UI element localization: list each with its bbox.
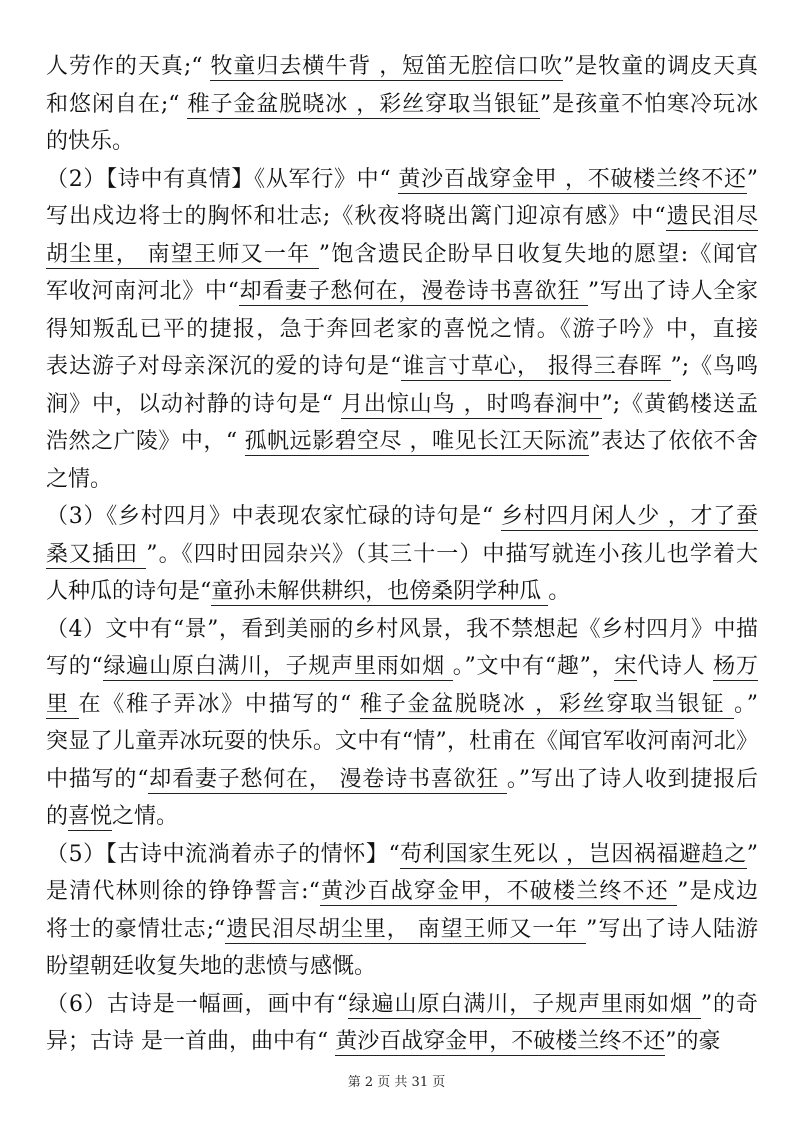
underlined-answer: 绿遍山原白满川，子规声里雨如烟 bbox=[102, 654, 453, 679]
underlined-answer: 绿遍山原白满川，子规声里雨如烟 bbox=[347, 991, 701, 1017]
text-line bbox=[46, 348, 758, 386]
text-line bbox=[46, 761, 758, 799]
line-text: 军收河南河北》中“ bbox=[46, 279, 239, 304]
text-line bbox=[46, 1023, 758, 1061]
underlined-answer: 黄沙百战穿金甲 ，不破楼兰终不还 bbox=[398, 166, 747, 192]
underlined-answer: 遗民泪尽 bbox=[665, 204, 758, 229]
line-text: 人种瓜的诗句是“ bbox=[46, 579, 212, 604]
line-text: （6）古诗是一幅画，画中有“ bbox=[46, 991, 348, 1017]
line-text: （4）文中有“景”，看到美丽的乡村风景，我不禁想起《乡村四月》中描 bbox=[46, 616, 758, 642]
line-text: 将士的豪情壮志;“ bbox=[46, 916, 226, 942]
text-line bbox=[46, 236, 758, 274]
line-text: 。”写出了诗人收到捷报后 bbox=[506, 766, 759, 792]
line-text: ”写出了诗人全家 bbox=[587, 279, 758, 304]
text-line bbox=[46, 836, 758, 874]
underlined-answer: 稚子金盆脱晓冰 ，彩丝穿取当银钲 bbox=[187, 91, 541, 117]
text-line bbox=[46, 311, 758, 349]
line-text: 的快乐。 bbox=[46, 129, 135, 154]
line-text: ”的豪 bbox=[665, 1029, 721, 1054]
line-text: ”。《四时田园杂兴》（其三十一）中描写就连小孩儿也学着大 bbox=[146, 541, 759, 567]
underlined-answer: 里 bbox=[46, 691, 79, 717]
text-line bbox=[46, 723, 758, 761]
line-text: 写的“ bbox=[46, 654, 103, 679]
text-line bbox=[46, 423, 758, 461]
text-line bbox=[46, 686, 758, 724]
underlined-answer: 稚子金盆脱晓冰 ，彩丝穿取当银钲 bbox=[359, 691, 734, 717]
text-line bbox=[46, 498, 758, 536]
line-text: ”;《黄鹤楼送孟 bbox=[601, 391, 758, 417]
line-text: 浩然之广陵》中，“ bbox=[46, 429, 245, 454]
line-text: ”饱含遗民企盼早日收复失地的愿望:《闻官 bbox=[318, 241, 758, 267]
underlined-answer: 胡尘里， 南望王师又一年 bbox=[46, 241, 319, 267]
line-text: ” bbox=[746, 841, 758, 867]
underlined-answer: 黄沙百战穿金甲，不破楼兰终不还 bbox=[319, 879, 678, 904]
line-text: 涧》中，以动衬静的诗句是“ bbox=[46, 391, 341, 417]
text-line bbox=[46, 986, 758, 1024]
underlined-answer: 却看妻子愁何在， 漫卷诗书喜欲狂 bbox=[148, 766, 507, 792]
underlined-answer: 黄沙百战穿金甲，不破楼兰终不还 bbox=[335, 1029, 666, 1054]
line-text: （5）【古诗中流淌着赤子的情怀】“ bbox=[46, 841, 400, 867]
text-line bbox=[46, 911, 758, 949]
line-text: （2）【诗中有真情】《从军行》中“ bbox=[46, 166, 399, 192]
text-line bbox=[46, 573, 758, 611]
line-text: 盼望朝廷收复失地的悲愤与感慨。 bbox=[46, 954, 377, 979]
underlined-answer: 苟利国家生死以 ，岂因祸福避趋之 bbox=[399, 841, 747, 867]
line-text: 。”文中有“趣”， bbox=[452, 654, 615, 679]
text-line bbox=[46, 48, 758, 86]
line-text: 和悠闲自在;“ bbox=[46, 91, 188, 117]
underlined-answer: 却看妻子愁何在，漫卷诗书喜欲狂 bbox=[238, 279, 588, 304]
text-line bbox=[46, 273, 758, 311]
text-line bbox=[46, 536, 758, 574]
underlined-answer: 杨万 bbox=[713, 654, 758, 679]
text-line bbox=[46, 798, 758, 836]
underlined-answer: 乡村四月闲人少 ，才了蚕 bbox=[500, 504, 758, 529]
text-line bbox=[46, 948, 758, 986]
line-text: 异；古诗 是一首曲，曲中有“ bbox=[46, 1029, 336, 1054]
underlined-answer: 桑又插田 bbox=[46, 541, 147, 567]
text-line bbox=[46, 161, 758, 199]
document-body bbox=[46, 48, 758, 1061]
text-line bbox=[46, 873, 758, 911]
line-text: ”表达了依依不舍 bbox=[589, 429, 758, 454]
line-text: 人劳作的天真;“ bbox=[46, 54, 211, 79]
underlined-answer: 牧童归去横牛背 ，短笛无腔信口吹 bbox=[210, 54, 563, 79]
line-text: 写出戍边将士的胸怀和壮志;《秋夜将晓出篱门迎凉有感》中“ bbox=[46, 204, 666, 229]
line-text: 的 bbox=[46, 804, 69, 829]
text-line bbox=[46, 461, 758, 499]
text-line bbox=[46, 123, 758, 161]
line-text: ” bbox=[746, 166, 758, 192]
line-text: ”的奇 bbox=[700, 991, 758, 1017]
underlined-answer: 孤帆远影碧空尽 ，唯见长江天际流 bbox=[244, 429, 590, 454]
line-text: 是清代林则徐的铮铮誓言:“ bbox=[46, 879, 320, 904]
underlined-answer: 宋 bbox=[614, 654, 638, 679]
line-text: 代诗人 bbox=[637, 654, 714, 679]
underlined-answer: 遗民泪尽胡尘里， 南望王师又一年 bbox=[225, 916, 587, 942]
line-text: 突显了儿童弄冰玩耍的快乐。文中有“情”，杜甫在《闻官军收河南河北》 bbox=[46, 729, 758, 754]
line-text: 。” bbox=[733, 691, 758, 717]
text-line bbox=[46, 386, 758, 424]
text-line bbox=[46, 611, 758, 649]
page-footer: 第 2 页 共 31 页 bbox=[347, 1075, 446, 1090]
line-text: 。 bbox=[548, 579, 571, 604]
underlined-answer: 童孙未解供耕织，也傍桑阴学种瓜 bbox=[211, 579, 549, 604]
text-line bbox=[46, 198, 758, 236]
line-text: 表达游子对母亲深沉的爱的诗句是“ bbox=[46, 354, 402, 379]
line-text: ”是戍边 bbox=[677, 879, 758, 904]
underlined-answer: 谁言寸草心， 报得三春晖 bbox=[401, 354, 671, 379]
line-text: 中描写的“ bbox=[46, 766, 149, 792]
text-line bbox=[46, 86, 758, 124]
line-text: 在《稚子弄冰》中描写的“ bbox=[78, 691, 360, 717]
line-text: 之情。 bbox=[46, 466, 113, 492]
text-line bbox=[46, 648, 758, 686]
line-text: ”是牧童的调皮天真 bbox=[562, 54, 758, 79]
line-text: ”写出了诗人陆游 bbox=[586, 916, 758, 942]
underlined-answer: 喜悦 bbox=[68, 804, 113, 829]
underlined-answer: 月出惊山鸟 ，时鸣春涧中 bbox=[340, 391, 602, 417]
line-text: ”;《鸟鸣 bbox=[670, 354, 758, 379]
line-text: 得知叛乱已平的捷报，急于奔回老家的喜悦之情。《游子吟》中，直接 bbox=[46, 316, 758, 342]
line-text: （3）《乡村四月》中表现农家忙碌的诗句是“ bbox=[46, 504, 501, 529]
line-text: 之情。 bbox=[112, 804, 179, 829]
line-text: ”是孩童不怕寒冷玩冰 bbox=[540, 91, 759, 117]
